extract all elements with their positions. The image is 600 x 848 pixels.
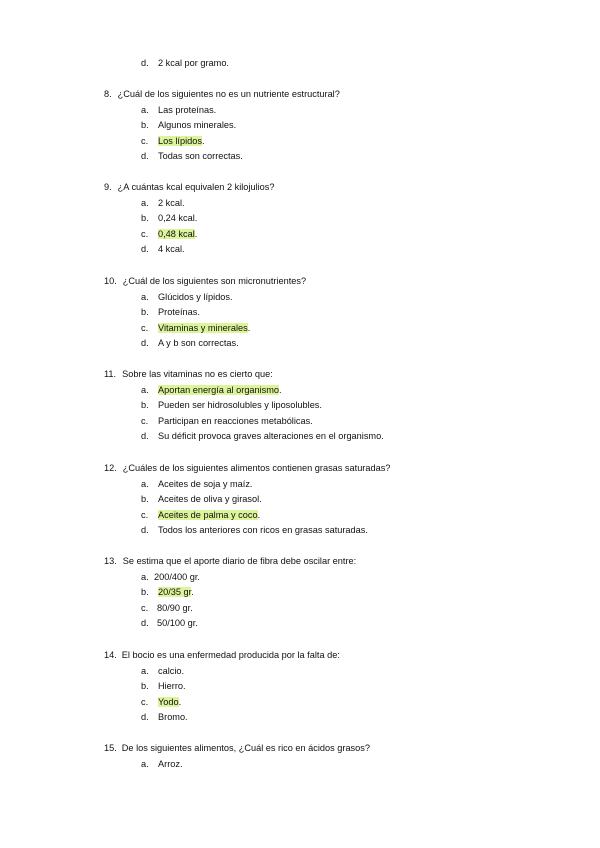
option-text: Algunos minerales.	[158, 120, 237, 130]
highlighted-answer: Vitaminas y minerales	[158, 323, 248, 333]
option-letter: a.	[141, 385, 149, 395]
option-letter: d.	[141, 151, 149, 161]
question-text: ¿Cuáles de los siguientes alimentos contienen grasas saturadas?	[122, 463, 391, 473]
option-letter: a.	[141, 479, 149, 489]
question-number: 15.	[104, 743, 117, 753]
option-letter: c.	[141, 323, 149, 333]
option-letter: b.	[141, 587, 149, 597]
option-punctuation: .	[191, 587, 194, 597]
option-text: 80/90 gr.	[157, 603, 193, 613]
question-number: 10.	[104, 276, 117, 286]
option-text: Hierro.	[158, 681, 186, 691]
question-number: 14.	[104, 650, 117, 660]
highlighted-answer: 20/35 gr	[158, 587, 192, 597]
question	[104, 462, 390, 474]
option-text: Las proteínas.	[158, 105, 217, 115]
highlighted-answer: Los lípidos	[158, 136, 202, 146]
option-text: 200/400 gr.	[154, 572, 200, 582]
option-letter: d.	[141, 618, 149, 628]
option-letter: b.	[141, 213, 149, 223]
option-text: 4 kcal.	[158, 244, 185, 254]
question-number: 11.	[104, 369, 117, 379]
option-text: Arroz.	[158, 759, 183, 769]
option-text: Todas son correctas.	[158, 151, 243, 161]
question	[104, 742, 370, 754]
option-punctuation: .	[178, 697, 182, 707]
question	[104, 275, 306, 287]
option-text: Bromo.	[158, 712, 188, 722]
question-number: 13.	[104, 556, 117, 566]
option-letter: a.	[141, 666, 149, 676]
question	[104, 649, 340, 661]
option-text: calcio.	[158, 666, 185, 676]
option-punctuation: .	[194, 229, 198, 239]
option-text: Su déficit provoca graves alteraciones en el organismo.	[158, 431, 384, 441]
highlighted-answer: 0,48 kcal	[158, 229, 195, 239]
option-letter: b.	[141, 681, 149, 691]
option-letter: a.	[141, 572, 149, 582]
option-letter: d.	[141, 58, 149, 68]
question-text: ¿A cuántas kcal equivalen 2 kilojulios?	[117, 182, 275, 192]
option-text: Aceites de soja y maíz.	[158, 479, 253, 489]
option-letter: c.	[141, 697, 149, 707]
highlighted-answer: Yodo	[158, 697, 179, 707]
option-text: Pueden ser hidrosolubles y liposolubles.	[158, 400, 322, 410]
question	[104, 88, 340, 100]
question-text: ¿Cuál de los siguientes no es un nutriente estructural?	[117, 89, 340, 99]
option-text	[158, 228, 197, 240]
option-punctuation: .	[279, 385, 282, 395]
highlighted-answer: Aportan energía al organismo	[158, 385, 280, 395]
question-text: El bocio es una enfermedad producida por la falta de:	[121, 650, 340, 660]
question	[104, 368, 273, 380]
option-text: Aceites de oliva y girasol.	[158, 494, 262, 504]
option-text	[158, 509, 260, 521]
option-letter: c.	[141, 603, 149, 613]
option-text: A y b son correctas.	[158, 338, 239, 348]
option-punctuation: .	[201, 136, 205, 146]
option-text: Glúcidos y lípidos.	[158, 292, 233, 302]
highlighted-answer: Aceites de palma y coco	[158, 510, 258, 520]
option-letter: c.	[141, 136, 149, 146]
option-letter: d.	[141, 431, 149, 441]
question-text: ¿Cuál de los siguientes son micronutrientes?	[122, 276, 307, 286]
option-letter: d.	[141, 338, 149, 348]
option-letter: a.	[141, 198, 149, 208]
option-text: 2 kcal por gramo.	[158, 58, 229, 68]
question-text: De los siguientes alimentos, ¿Cuál es rico en ácidos grasos?	[121, 743, 370, 753]
question-text: Se estima que el aporte diario de fibra debe oscilar entre:	[122, 556, 357, 566]
option-text	[158, 586, 194, 598]
option-text: 2 kcal.	[158, 198, 185, 208]
option-letter: b.	[141, 307, 149, 317]
option-punctuation: .	[257, 510, 261, 520]
question-number: 9.	[104, 182, 112, 192]
question-text: Sobre las vitaminas no es cierto que:	[122, 369, 273, 379]
option-text: 50/100 gr.	[157, 618, 198, 628]
option-text	[158, 322, 250, 334]
option-text: Participan en reacciones metabólicas.	[158, 416, 313, 426]
option-text	[158, 135, 205, 147]
option-letter: b.	[141, 400, 149, 410]
option-letter: c.	[141, 229, 149, 239]
option-letter: c.	[141, 510, 149, 520]
question-number: 12.	[104, 463, 117, 473]
option-letter: d.	[141, 712, 149, 722]
option-text	[158, 696, 181, 708]
option-letter: a.	[141, 105, 149, 115]
option-letter: b.	[141, 494, 149, 504]
option-letter: d.	[141, 244, 149, 254]
option-letter: a.	[141, 759, 149, 769]
option-letter: a.	[141, 292, 149, 302]
option-text	[158, 384, 282, 396]
question	[104, 555, 356, 567]
question	[104, 181, 274, 193]
option-letter: d.	[141, 525, 149, 535]
option-letter: c.	[141, 416, 149, 426]
question-number: 8.	[104, 89, 112, 99]
option-text: 0,24 kcal.	[158, 213, 198, 223]
option-letter: b.	[141, 120, 149, 130]
option-text: Proteínas.	[158, 307, 200, 317]
option-text: Todos los anteriores con ricos en grasas saturadas.	[158, 525, 368, 535]
option-punctuation: .	[247, 323, 251, 333]
